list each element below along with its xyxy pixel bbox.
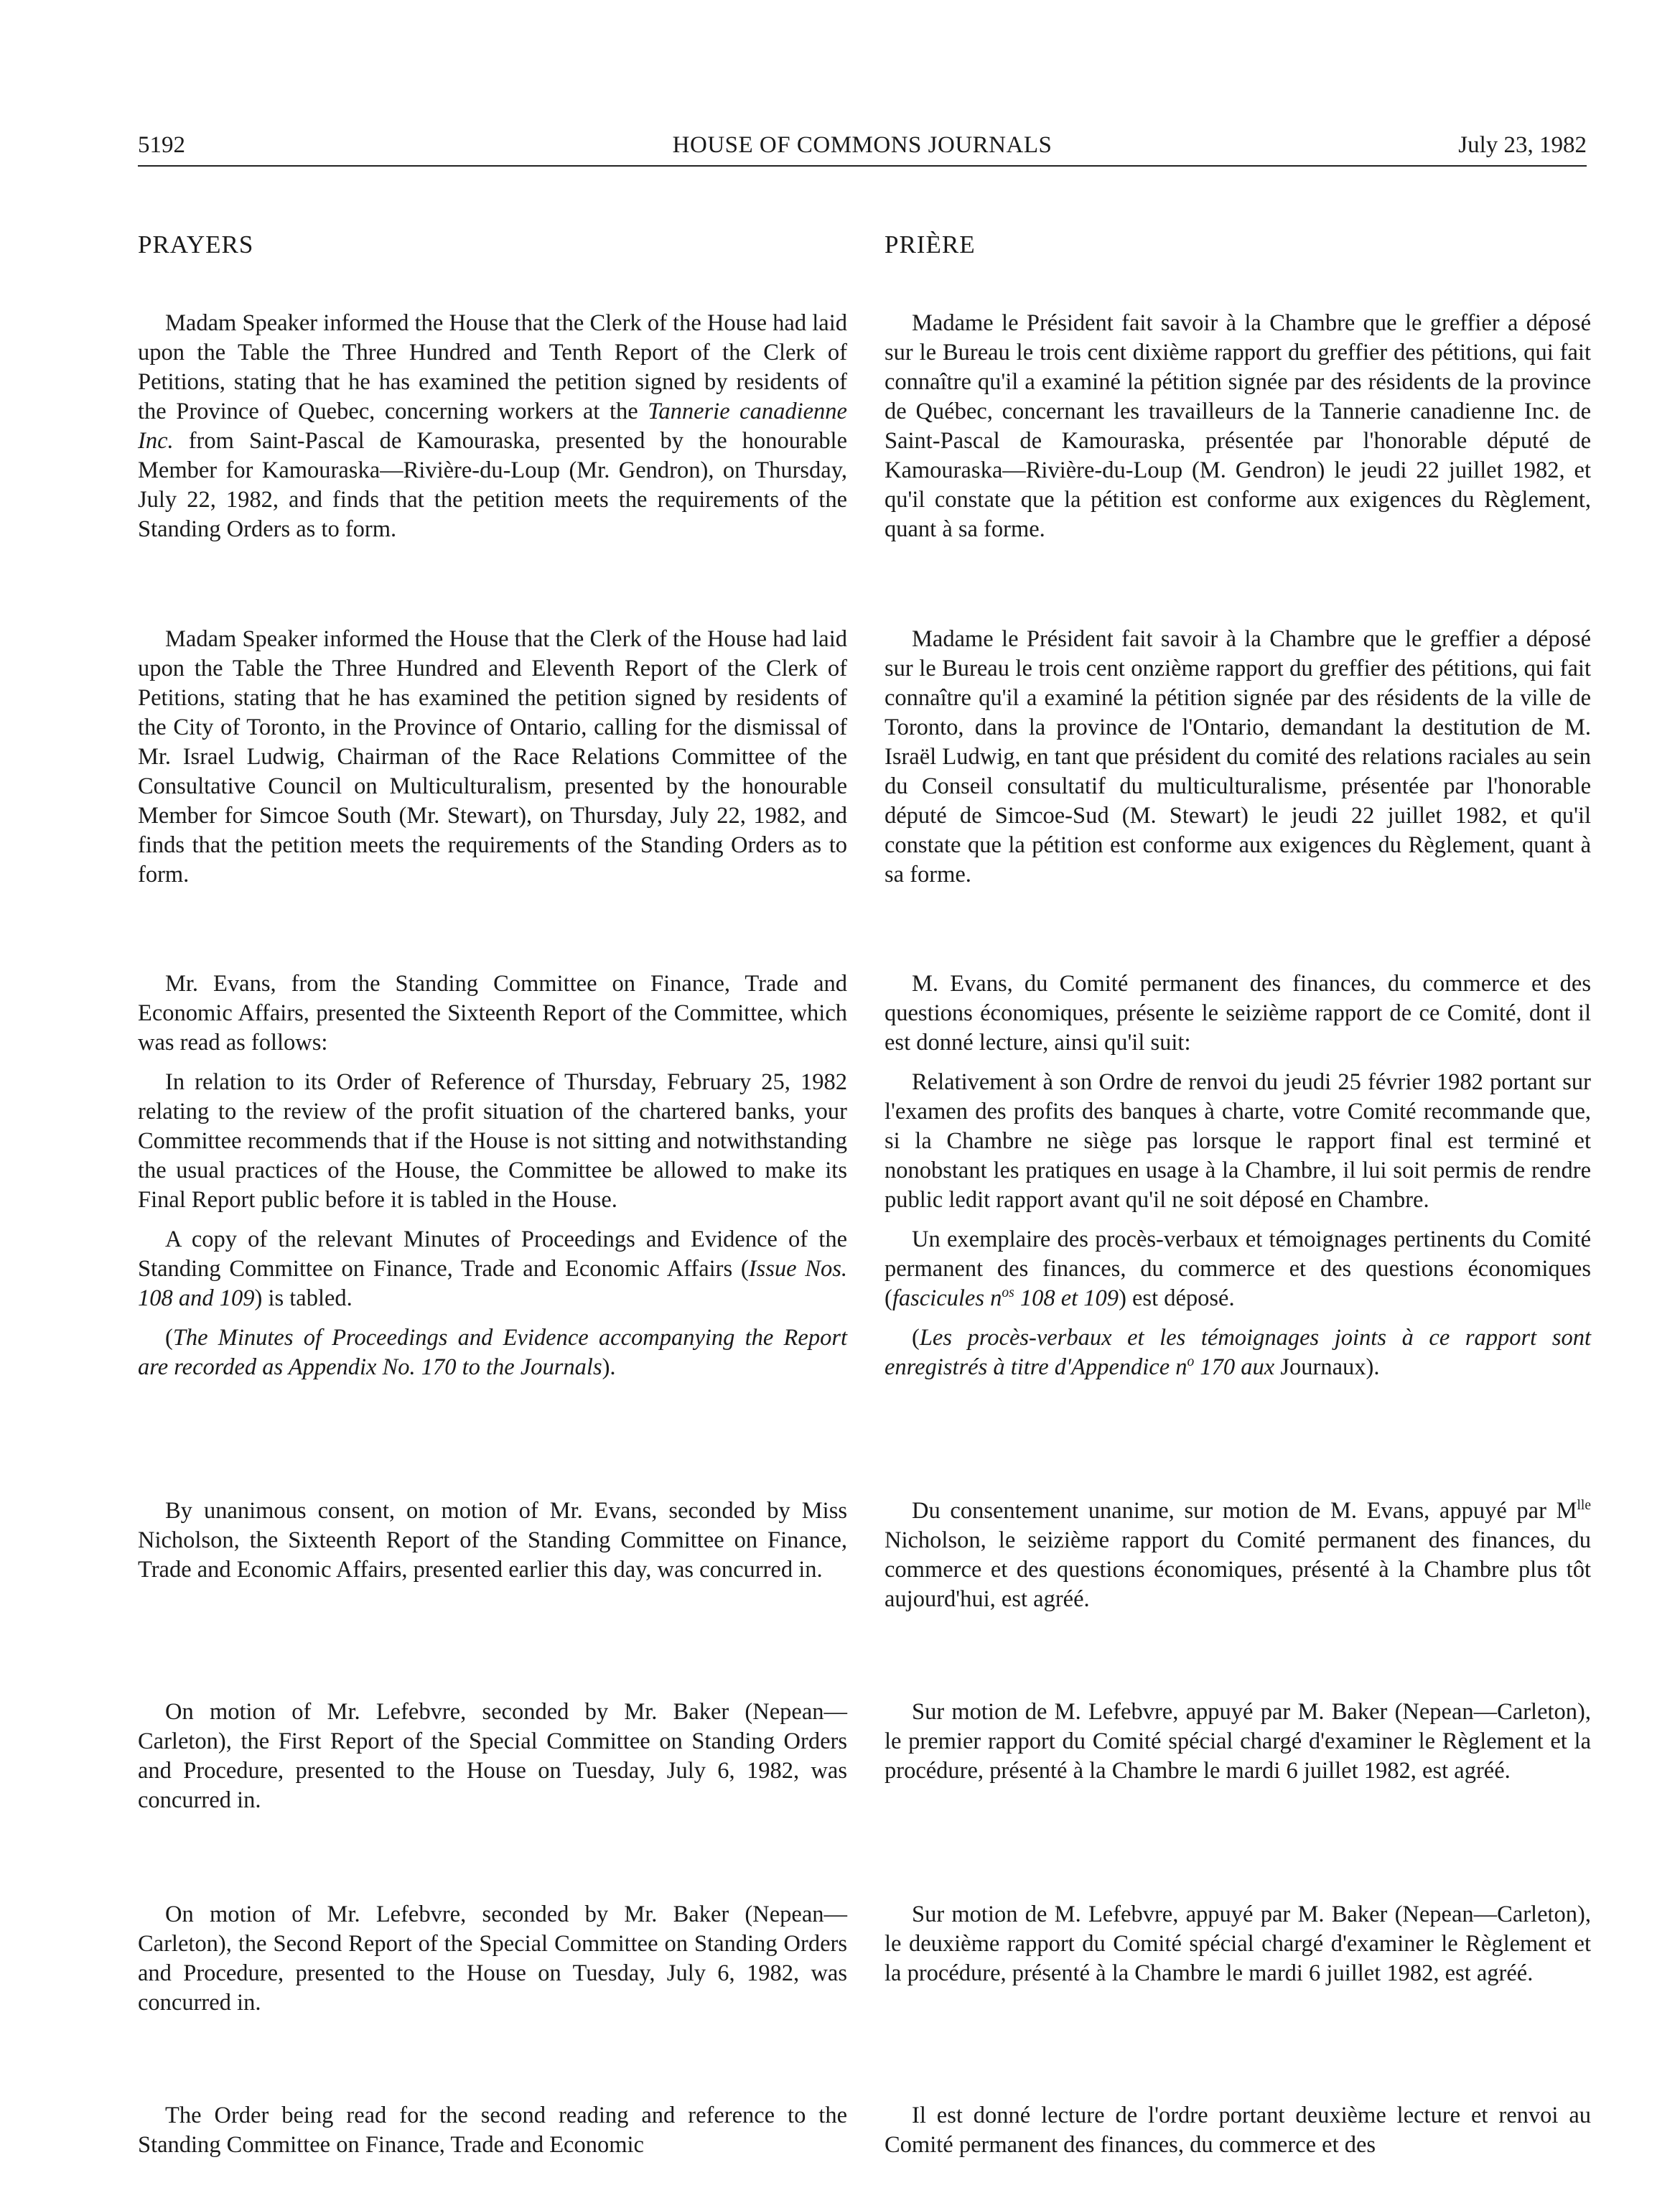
- second-report-special-committee-en: [138, 1900, 847, 2018]
- petition-report-311-en: [138, 625, 847, 890]
- paragraph: Madam Speaker informed the House that the Clerk of the House had laid upon the Table the Three Hundred and Eleventh Report of the Clerk of Petitions, stating that he has examined the petition signed by residents of the City of Toronto, in the Province of Ontario, calling for the dismissal of Mr. Israel Ludwig, Chairman of the Race Relations Committee of the Consultative Council on Multiculturalism, presented by the honourable Member for Simcoe South (Mr. Stewart), on Thursday, July 22, 1982, and finds that the petition meets the requirements of the Standing Orders as to form.: [138, 626, 847, 888]
- paragraph: Relativement à son Ordre de renvoi du jeudi 25 février 1982 portant sur l'examen des profits des banques à charte, votre Comité recommande que, si la Chambre ne siège pas lorsque le rapport final est terminé et nonobstant les pratiques en usage à la Chambre, il lui soit permis de rendre public ledit rapport avant qu'il ne soit déposé en Chambre.: [885, 1069, 1591, 1213]
- paragraph: (Les procès-verbaux et les témoignages joints à ce rapport sont enregistrés à titre d'Appendice $n^o$ 170 aux Journaux).: [885, 1325, 1591, 1380]
- paragraph: In relation to its Order of Reference of Thursday, February 25, 1982 relating to the review of the profit situation of the chartered banks, your Committee recommends that if the House is not sitting and notwithstanding the usual practices of the House, the Committee be allowed to make its Final Report public before it is tabled in the House.: [138, 1069, 847, 1213]
- second-reading-order-fr: [885, 2101, 1591, 2160]
- paragraph: Du consentement unanime, sur motion de M. Evans, appuyé par $M^{lle}$ Nicholson, le seizième rapport du Comité permanent des finances, du commerce et des questions économiques, présenté à la Chambre plus tôt aujourd'hui, est agréé.: [885, 1498, 1591, 1612]
- concurrence-sixteenth-fr: [885, 1496, 1591, 1614]
- english-column: [138, 230, 847, 2158]
- paragraph: Sur motion de M. Lefebvre, appuyé par M. Baker (Nepean—Carleton), le premier rapport du Comité spécial chargé d'examiner le Règlement et la procédure, présenté à la Chambre le mardi 6 juillet 1982, est agréé.: [885, 1699, 1591, 1784]
- second-report-special-committee-fr: [885, 1900, 1591, 1988]
- paragraph: By unanimous consent, on motion of Mr. Evans, seconded by Miss Nicholson, the Sixteenth Report of the Standing Committee on Finance, Trade and Economic Affairs, presented earlier this day, was concurred in.: [138, 1498, 847, 1583]
- petition-report-311-fr: [885, 625, 1591, 890]
- first-report-special-committee-en: [138, 1698, 847, 1815]
- paragraph: On motion of Mr. Lefebvre, seconded by Mr. Baker (Nepean—Carleton), the First Report of the Special Committee on Standing Orders and Procedure, presented to the House on Tuesday, July 6, 1982, was concurred in.: [138, 1699, 847, 1813]
- page-date: July 23, 1982: [1458, 132, 1587, 158]
- paragraph: Madame le Président fait savoir à la Chambre que le greffier a déposé sur le Bureau le trois cent dixième rapport du greffier des pétitions, qui fait connaître qu'il a examiné la pétition signée par des résidents de la province de Québec, concernant les travailleurs de la Tannerie canadienne Inc. de Saint-Pascal de Kamouraska, présentée par l'honorable député de Kamouraska—Rivière-du-Loup (M. Gendron) le jeudi 22 juillet 1982, et qu'il constate que la pétition est conforme aux exigences du Règlement, quant à sa forme.: [885, 310, 1591, 542]
- sixteenth-report-en: [138, 969, 847, 1382]
- paragraph: Madam Speaker informed the House that the Clerk of the House had laid upon the Table the Three Hundred and Tenth Report of the Clerk of Petitions, stating that he has examined the petition signed by residents of the Province of Quebec, concerning workers at the Tannerie canadienne Inc. from Saint-Pascal de Kamouraska, presented by the honourable Member for Kamouraska—Rivière-du-Loup (Mr. Gendron), on Thursday, July 22, 1982, and finds that the petition meets the requirements of the Standing Orders as to form.: [138, 310, 847, 542]
- concurrence-sixteenth-en: [138, 1496, 847, 1585]
- first-report-special-committee-fr: [885, 1698, 1591, 1786]
- paragraph: On motion of Mr. Lefebvre, seconded by Mr. Baker (Nepean—Carleton), the Second Report of the Special Committee on Standing Orders and Procedure, presented to the House on Tuesday, July 6, 1982, was concurred in.: [138, 1901, 847, 2016]
- paragraph: (The Minutes of Proceedings and Evidence accompanying the Report are recorded as Appendix No. 170 to the Journals).: [138, 1325, 847, 1380]
- section-heading-fr: PRIÈRE: [885, 231, 976, 259]
- second-reading-order-en: [138, 2101, 847, 2160]
- petition-report-310-en: [138, 309, 847, 544]
- paragraph: Madame le Président fait savoir à la Chambre que le greffier a déposé sur le Bureau le trois cent onzième rapport du greffier des pétitions, qui fait connaître qu'il a examiné la pétition signée par des résidents de la ville de Toronto, dans la province de l'Ontario, demandant la destitution de M. Israël Ludwig, en tant que président du comité des relations raciales au sein du Conseil consultatif du multiculturalisme, présentée par l'honorable député de Simcoe-Sud (M. Stewart) le jeudi 22 juillet 1982, et qu'il constate que la pétition est conforme aux exigences du Règlement, quant à sa forme.: [885, 626, 1591, 888]
- french-column: [885, 230, 1591, 2158]
- page-header: [138, 128, 1587, 167]
- paragraph: M. Evans, du Comité permanent des finances, du commerce et des questions économiques, présente le seizième rapport de ce Comité, dont il est donné lecture, ainsi qu'il suit:: [885, 971, 1591, 1056]
- paragraph: Sur motion de M. Lefebvre, appuyé par M. Baker (Nepean—Carleton), le deuxième rapport du Comité spécial chargé d'examiner le Règlement et la procédure, présenté à la Chambre le mardi 6 juillet 1982, est agréé.: [885, 1901, 1591, 1986]
- paragraph: Un exemplaire des procès-verbaux et témoignages pertinents du Comité permanent des finances, du commerce et des questions économiques (fascicules $n^{os}$ 108 et 109) est déposé.: [885, 1226, 1591, 1311]
- sixteenth-report-fr: [885, 969, 1591, 1382]
- paragraph: Mr. Evans, from the Standing Committee on Finance, Trade and Economic Affairs, presented the Sixteenth Report of the Committee, which was read as follows:: [138, 971, 847, 1056]
- petition-report-310-fr: [885, 309, 1591, 544]
- paragraph: A copy of the relevant Minutes of Proceedings and Evidence of the Standing Committee on Finance, Trade and Economic Affairs (Issue Nos. 108 and 109) is tabled.: [138, 1226, 847, 1311]
- page-number: 5192: [138, 132, 185, 158]
- paragraph: The Order being read for the second reading and reference to the Standing Committee on Finance, Trade and Economic: [138, 2103, 847, 2158]
- journal-title: HOUSE OF COMMONS JOURNALS: [672, 132, 1053, 158]
- section-heading-en: PRAYERS: [138, 231, 254, 259]
- paragraph: Il est donné lecture de l'ordre portant deuxième lecture et renvoi au Comité permanent des finances, du commerce et des: [885, 2103, 1591, 2158]
